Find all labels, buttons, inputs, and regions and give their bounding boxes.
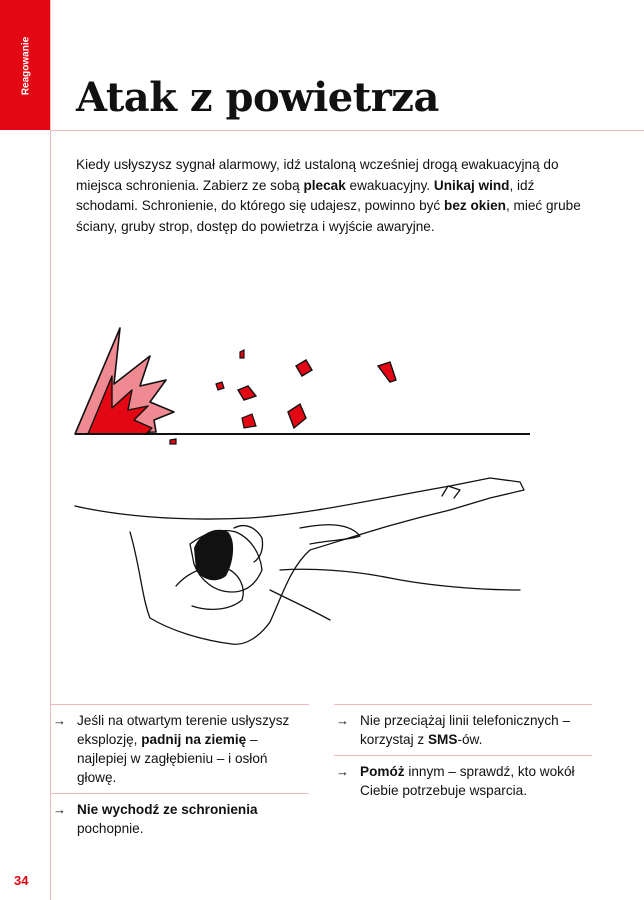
person-lying-icon <box>75 478 524 644</box>
tip-text: Nie wychodź ze schronienia pochopnie. <box>77 802 258 836</box>
debris-icon <box>240 350 244 358</box>
tip-text: Pomóż innym – sprawdź, kto wokół Ciebie potrzebuje wsparcia. <box>360 764 575 798</box>
tips-left-column <box>51 704 309 844</box>
debris-icon <box>216 382 224 390</box>
intro-text-4: , mieć grube ściany, gruby strop, dostęp do powietrza i wyjście awaryjne. <box>76 198 581 234</box>
section-tab <box>0 0 50 130</box>
debris-icon <box>378 362 396 382</box>
intro-bold-1: plecak <box>303 177 346 193</box>
explosion-illustration <box>50 300 644 680</box>
debris-icon <box>288 404 306 428</box>
debris-icon <box>170 439 176 444</box>
debris-icon <box>296 360 312 376</box>
intro-bold-2: Unikaj wind <box>433 177 510 193</box>
intro-bold-3: bez okien <box>444 198 506 213</box>
title-divider <box>50 130 644 131</box>
tip-text: Nie przeciążaj linii telefonicznych – korzystaj z SMS-ów. <box>360 713 571 747</box>
page-number: 34 <box>14 873 29 888</box>
arrow-icon: → <box>336 764 349 779</box>
intro-text-3: , idź schodami. Schronienie, do którego się udajesz, powinno być <box>76 177 535 213</box>
tip-item <box>334 755 592 806</box>
debris-icon <box>242 414 256 428</box>
intro-text-1: Kiedy usłyszysz sygnał alarmowy, idź ustaloną wcześniej drogą ewakuacyjną do miejsca schronienia. Zabierz ze sobą <box>76 157 559 193</box>
tip-text: Jeśli na otwartym terenie usłyszysz eksplozję, padnij na ziemię – najlepiej w zagłębieniu – i osłoń głowę. <box>77 713 290 785</box>
arrow-icon: → <box>53 802 66 817</box>
tip-item <box>334 704 592 755</box>
intro-text-2: ewakuacyjny. <box>345 177 434 193</box>
tip-item <box>51 793 309 844</box>
tip-item <box>51 704 309 793</box>
arrow-icon: → <box>53 713 66 728</box>
tips-right-column <box>334 704 592 806</box>
arrow-icon: → <box>336 713 349 728</box>
intro-paragraph <box>76 155 596 237</box>
debris-icon <box>238 386 256 400</box>
section-tab-label: Reagowanie <box>20 36 32 96</box>
page-title: Atak z powietrza <box>76 74 439 121</box>
